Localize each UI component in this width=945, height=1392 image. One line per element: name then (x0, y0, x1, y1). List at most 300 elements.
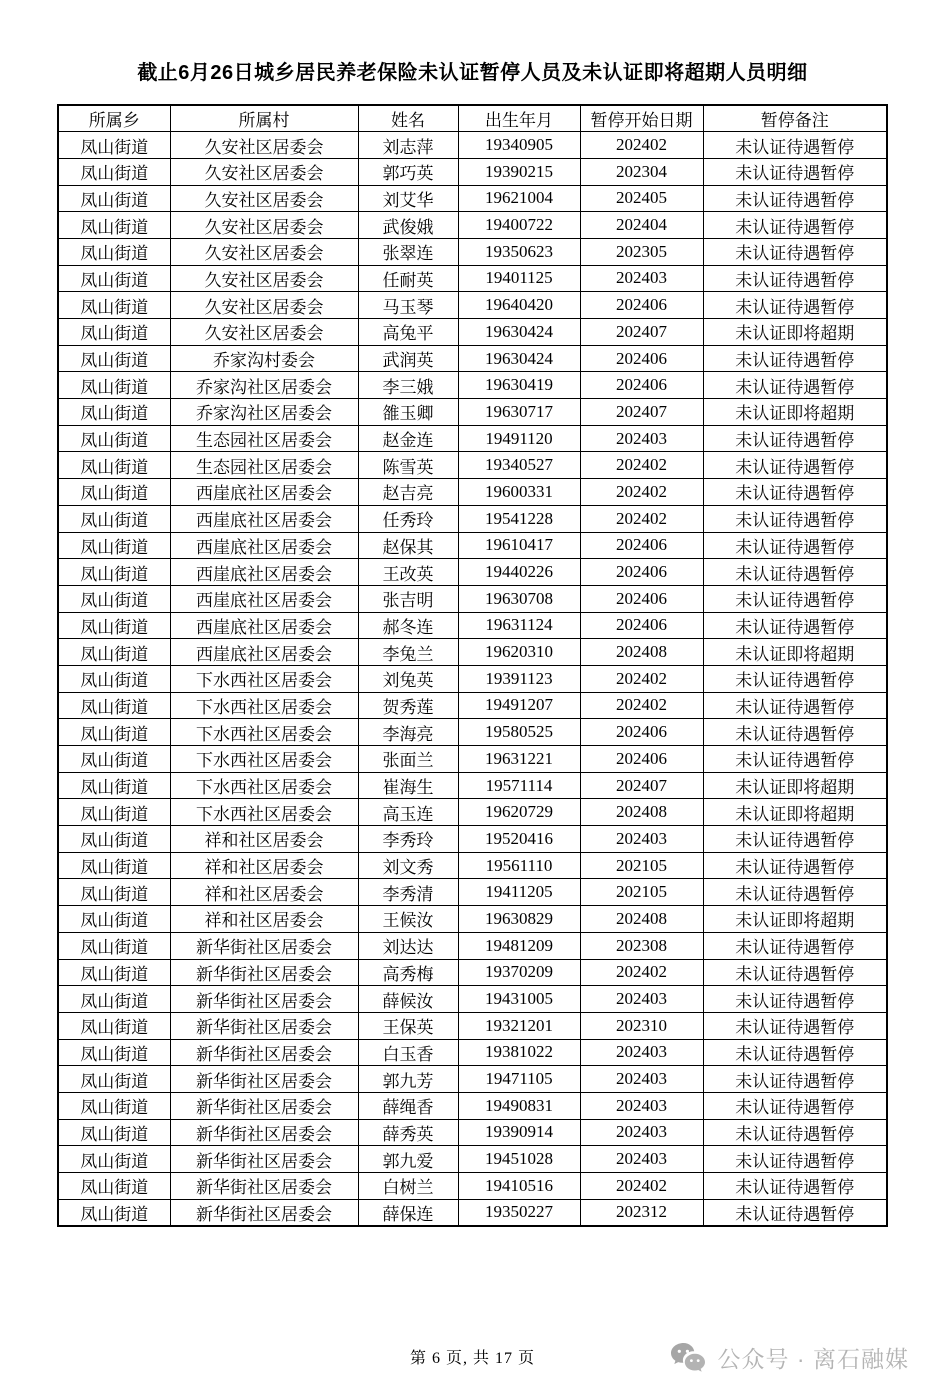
table-row (58, 746, 887, 773)
table-cell: 凤山街道 (58, 532, 170, 559)
table-cell: 19561110 (458, 852, 580, 879)
table-cell: 未认证待遇暂停 (703, 1146, 887, 1173)
table-cell: 202402 (580, 505, 703, 532)
table-cell: 凤山街道 (58, 345, 170, 372)
table-cell: 西崖底社区居委会 (170, 585, 358, 612)
table-cell: 19630708 (458, 585, 580, 612)
table-cell: 凤山街道 (58, 1066, 170, 1093)
table-cell: 新华街社区居委会 (170, 1012, 358, 1039)
table-cell: 雒玉卿 (358, 399, 458, 426)
table-cell: 李秀清 (358, 879, 458, 906)
table-row (58, 986, 887, 1013)
table-cell: 凤山街道 (58, 665, 170, 692)
table-cell: 新华街社区居委会 (170, 932, 358, 959)
table-cell: 未认证即将超期 (703, 319, 887, 346)
table-cell: 马玉琴 (358, 292, 458, 319)
table-cell: 202403 (580, 986, 703, 1013)
table-cell: 202407 (580, 319, 703, 346)
table-cell: 下水西社区居委会 (170, 799, 358, 826)
table-cell: 下水西社区居委会 (170, 746, 358, 773)
column-header-birthdate: 出生年月 (458, 105, 580, 132)
table-cell: 未认证即将超期 (703, 772, 887, 799)
table-cell: 19630424 (458, 319, 580, 346)
table-cell: 郝冬连 (358, 612, 458, 639)
table-cell: 新华街社区居委会 (170, 1092, 358, 1119)
table-cell: 未认证待遇暂停 (703, 425, 887, 452)
table-cell: 西崖底社区居委会 (170, 532, 358, 559)
table-cell: 未认证待遇暂停 (703, 505, 887, 532)
table-cell: 未认证待遇暂停 (703, 185, 887, 212)
table-cell: 202403 (580, 1146, 703, 1173)
table-cell: 19600331 (458, 479, 580, 506)
table-cell: 未认证待遇暂停 (703, 132, 887, 159)
table-cell: 凤山街道 (58, 585, 170, 612)
table-row (58, 238, 887, 265)
table-cell: 凤山街道 (58, 826, 170, 853)
table-cell: 任秀玲 (358, 505, 458, 532)
table-row (58, 1039, 887, 1066)
table-cell: 202406 (580, 719, 703, 746)
table-cell: 未认证待遇暂停 (703, 1119, 887, 1146)
table-cell: 未认证待遇暂停 (703, 372, 887, 399)
table-cell: 生态园社区居委会 (170, 425, 358, 452)
table-cell: 202305 (580, 238, 703, 265)
table-cell: 西崖底社区居委会 (170, 505, 358, 532)
table-cell: 赵保其 (358, 532, 458, 559)
table-cell: 19391123 (458, 665, 580, 692)
table-cell: 202403 (580, 1066, 703, 1093)
table-cell: 新华街社区居委会 (170, 1066, 358, 1093)
table-cell: 西崖底社区居委会 (170, 612, 358, 639)
page-title: 截止6月26日城乡居民养老保险未认证暂停人员及未认证即将超期人员明细 (137, 62, 808, 84)
table-cell: 崔海生 (358, 772, 458, 799)
table-cell: 202406 (580, 345, 703, 372)
table-row (58, 559, 887, 586)
table-cell: 新华街社区居委会 (170, 1119, 358, 1146)
table-cell: 未认证待遇暂停 (703, 265, 887, 292)
table-cell: 202406 (580, 612, 703, 639)
table-cell: 李海亮 (358, 719, 458, 746)
column-header-village: 所属村 (170, 105, 358, 132)
table-cell: 未认证待遇暂停 (703, 158, 887, 185)
column-header-name: 姓名 (358, 105, 458, 132)
table-row (58, 1199, 887, 1226)
table-row (58, 345, 887, 372)
table-cell: 生态园社区居委会 (170, 452, 358, 479)
table-cell: 19410516 (458, 1173, 580, 1200)
table-cell: 19620729 (458, 799, 580, 826)
table-cell: 乔家沟社区居委会 (170, 399, 358, 426)
table-cell: 新华街社区居委会 (170, 1146, 358, 1173)
table-cell: 未认证即将超期 (703, 639, 887, 666)
table-cell: 19350623 (458, 238, 580, 265)
table-cell: 张翠连 (358, 238, 458, 265)
table-cell: 薛秀英 (358, 1119, 458, 1146)
table-row (58, 719, 887, 746)
table-row (58, 959, 887, 986)
table-cell: 202402 (580, 132, 703, 159)
table-cell: 王候汝 (358, 906, 458, 933)
table-row (58, 452, 887, 479)
table-cell: 未认证待遇暂停 (703, 746, 887, 773)
table-cell: 19491207 (458, 692, 580, 719)
table-row (58, 852, 887, 879)
page-indicator: 第 6 页, 共 17 页 (409, 1350, 535, 1367)
table-cell: 白树兰 (358, 1173, 458, 1200)
table-row (58, 1092, 887, 1119)
table-cell: 凤山街道 (58, 719, 170, 746)
table-cell: 刘兔英 (358, 665, 458, 692)
table-cell: 凤山街道 (58, 772, 170, 799)
table-cell: 新华街社区居委会 (170, 1039, 358, 1066)
table-cell: 202402 (580, 1173, 703, 1200)
table-cell: 19621004 (458, 185, 580, 212)
table-cell: 郭九爱 (358, 1146, 458, 1173)
table-cell: 19631221 (458, 746, 580, 773)
table-cell: 未认证待遇暂停 (703, 959, 887, 986)
table-row (58, 532, 887, 559)
table-cell: 未认证待遇暂停 (703, 879, 887, 906)
column-header-suspend-remark: 暂停备注 (703, 105, 887, 132)
table-cell: 张面兰 (358, 746, 458, 773)
table-cell: 凤山街道 (58, 238, 170, 265)
table-cell: 凤山街道 (58, 1173, 170, 1200)
table-cell: 久安社区居委会 (170, 265, 358, 292)
table-row (58, 799, 887, 826)
table-cell: 19340905 (458, 132, 580, 159)
table-row (58, 399, 887, 426)
table-row (58, 932, 887, 959)
table-cell: 乔家沟社区居委会 (170, 372, 358, 399)
table-cell: 薛保连 (358, 1199, 458, 1226)
table-cell: 西崖底社区居委会 (170, 559, 358, 586)
table-cell: 202402 (580, 692, 703, 719)
table-cell: 凤山街道 (58, 319, 170, 346)
table-cell: 202105 (580, 879, 703, 906)
table-cell: 未认证待遇暂停 (703, 559, 887, 586)
table-cell: 陈雪英 (358, 452, 458, 479)
table-row (58, 772, 887, 799)
table-cell: 未认证待遇暂停 (703, 692, 887, 719)
table-cell: 19381022 (458, 1039, 580, 1066)
table-cell: 未认证待遇暂停 (703, 1012, 887, 1039)
table-cell: 久安社区居委会 (170, 238, 358, 265)
table-cell: 久安社区居委会 (170, 132, 358, 159)
table-cell: 未认证待遇暂停 (703, 665, 887, 692)
table-cell: 凤山街道 (58, 1199, 170, 1226)
table-cell: 乔家沟村委会 (170, 345, 358, 372)
table-cell: 凤山街道 (58, 479, 170, 506)
table-cell: 刘志萍 (358, 132, 458, 159)
table-cell: 未认证待遇暂停 (703, 932, 887, 959)
table-cell: 202406 (580, 532, 703, 559)
table-cell: 19451028 (458, 1146, 580, 1173)
table-cell: 未认证即将超期 (703, 399, 887, 426)
table-cell: 202404 (580, 212, 703, 239)
table-cell: 202403 (580, 1039, 703, 1066)
table-cell: 凤山街道 (58, 612, 170, 639)
table-row (58, 1066, 887, 1093)
table-cell: 凤山街道 (58, 265, 170, 292)
table-cell: 久安社区居委会 (170, 185, 358, 212)
table-row (58, 1146, 887, 1173)
table-row (58, 692, 887, 719)
table-cell: 202407 (580, 399, 703, 426)
table-cell: 202408 (580, 639, 703, 666)
table-cell: 凤山街道 (58, 505, 170, 532)
table-cell: 未认证即将超期 (703, 906, 887, 933)
table-cell: 19340527 (458, 452, 580, 479)
table-cell: 202407 (580, 772, 703, 799)
table-cell: 凤山街道 (58, 212, 170, 239)
table-cell: 未认证待遇暂停 (703, 1173, 887, 1200)
table-cell: 祥和社区居委会 (170, 906, 358, 933)
table-cell: 久安社区居委会 (170, 212, 358, 239)
table-cell: 凤山街道 (58, 1092, 170, 1119)
table-cell: 久安社区居委会 (170, 319, 358, 346)
table-cell: 202405 (580, 185, 703, 212)
table-cell: 郭巧英 (358, 158, 458, 185)
table-cell: 未认证待遇暂停 (703, 986, 887, 1013)
table-cell: 19631124 (458, 612, 580, 639)
table-cell: 202403 (580, 1092, 703, 1119)
table-cell: 薛候汝 (358, 986, 458, 1013)
table-cell: 未认证待遇暂停 (703, 585, 887, 612)
table-cell: 202406 (580, 746, 703, 773)
table-cell: 李兔兰 (358, 639, 458, 666)
table-cell: 凤山街道 (58, 1119, 170, 1146)
table-cell: 202406 (580, 559, 703, 586)
table-cell: 新华街社区居委会 (170, 959, 358, 986)
table-row (58, 265, 887, 292)
table-cell: 下水西社区居委会 (170, 772, 358, 799)
table-cell: 未认证待遇暂停 (703, 452, 887, 479)
table-row (58, 826, 887, 853)
table-cell: 202308 (580, 932, 703, 959)
table-cell: 白玉香 (358, 1039, 458, 1066)
table-row (58, 319, 887, 346)
table-cell: 刘文秀 (358, 852, 458, 879)
table-row (58, 1173, 887, 1200)
table-row (58, 639, 887, 666)
table-cell: 薛绳香 (358, 1092, 458, 1119)
table-row (58, 1119, 887, 1146)
table-cell: 未认证待遇暂停 (703, 292, 887, 319)
table-cell: 凤山街道 (58, 292, 170, 319)
table-cell: 202406 (580, 372, 703, 399)
table-cell: 下水西社区居委会 (170, 692, 358, 719)
table-cell: 202406 (580, 585, 703, 612)
table-row (58, 212, 887, 239)
table-cell: 19520416 (458, 826, 580, 853)
table-cell: 未认证待遇暂停 (703, 1199, 887, 1226)
table-cell: 202402 (580, 959, 703, 986)
table-cell: 19620310 (458, 639, 580, 666)
table-cell: 19630829 (458, 906, 580, 933)
table-row (58, 879, 887, 906)
table-cell: 西崖底社区居委会 (170, 479, 358, 506)
table-cell: 凤山街道 (58, 452, 170, 479)
table-cell: 19440226 (458, 559, 580, 586)
table-cell: 赵金连 (358, 425, 458, 452)
table-row (58, 292, 887, 319)
table-cell: 凤山街道 (58, 1146, 170, 1173)
table-cell: 202403 (580, 1119, 703, 1146)
table-cell: 未认证待遇暂停 (703, 1039, 887, 1066)
table-cell: 新华街社区居委会 (170, 986, 358, 1013)
column-header-suspend-start: 暂停开始日期 (580, 105, 703, 132)
table-row (58, 372, 887, 399)
table-cell: 武润英 (358, 345, 458, 372)
watermark-label: 公众号 · 离石融媒 (717, 1346, 909, 1372)
table-cell: 贺秀莲 (358, 692, 458, 719)
table-cell: 202402 (580, 665, 703, 692)
table-cell: 下水西社区居委会 (170, 719, 358, 746)
table-cell: 刘艾华 (358, 185, 458, 212)
table-cell: 任耐英 (358, 265, 458, 292)
table-cell: 凤山街道 (58, 372, 170, 399)
table-cell: 西崖底社区居委会 (170, 639, 358, 666)
table-row (58, 612, 887, 639)
table-cell: 202406 (580, 292, 703, 319)
column-header-township: 所属乡 (58, 105, 170, 132)
table-cell: 19571114 (458, 772, 580, 799)
table-cell: 19491120 (458, 425, 580, 452)
table-cell: 凤山街道 (58, 879, 170, 906)
table-row (58, 906, 887, 933)
table-cell: 202310 (580, 1012, 703, 1039)
table-cell: 19390215 (458, 158, 580, 185)
table-cell: 李秀玲 (358, 826, 458, 853)
table-cell: 19481209 (458, 932, 580, 959)
table-cell: 凤山街道 (58, 158, 170, 185)
table-cell: 202312 (580, 1199, 703, 1226)
table-cell: 凤山街道 (58, 906, 170, 933)
table-cell: 19471105 (458, 1066, 580, 1093)
table-cell: 202105 (580, 852, 703, 879)
table-cell: 19640420 (458, 292, 580, 319)
table-cell: 凤山街道 (58, 852, 170, 879)
table-cell: 祥和社区居委会 (170, 852, 358, 879)
table-cell: 高秀梅 (358, 959, 458, 986)
table-cell: 19610417 (458, 532, 580, 559)
table-cell: 凤山街道 (58, 425, 170, 452)
table-cell: 19490831 (458, 1092, 580, 1119)
table-cell: 未认证待遇暂停 (703, 479, 887, 506)
table-cell: 李三娥 (358, 372, 458, 399)
table-cell: 郭九芳 (358, 1066, 458, 1093)
table-cell: 202403 (580, 826, 703, 853)
table-cell: 高玉连 (358, 799, 458, 826)
table-cell: 祥和社区居委会 (170, 879, 358, 906)
table-cell: 未认证待遇暂停 (703, 212, 887, 239)
watermark (670, 1341, 909, 1374)
table-cell: 凤山街道 (58, 185, 170, 212)
table-cell: 19580525 (458, 719, 580, 746)
table-cell: 202402 (580, 479, 703, 506)
table-cell: 19400722 (458, 212, 580, 239)
table-cell: 19630424 (458, 345, 580, 372)
table-cell: 高兔平 (358, 319, 458, 346)
table-cell: 凤山街道 (58, 639, 170, 666)
table-cell: 凤山街道 (58, 959, 170, 986)
table-cell: 凤山街道 (58, 746, 170, 773)
table-cell: 19401125 (458, 265, 580, 292)
table-cell: 祥和社区居委会 (170, 826, 358, 853)
table-cell: 未认证待遇暂停 (703, 719, 887, 746)
table-cell: 202402 (580, 452, 703, 479)
table-cell: 19630419 (458, 372, 580, 399)
table-cell: 19321201 (458, 1012, 580, 1039)
table-row (58, 1012, 887, 1039)
table-cell: 武俊娥 (358, 212, 458, 239)
table-cell: 凤山街道 (58, 932, 170, 959)
table-cell: 19541228 (458, 505, 580, 532)
table-cell: 凤山街道 (58, 1012, 170, 1039)
table-cell: 202408 (580, 906, 703, 933)
table-cell: 凤山街道 (58, 399, 170, 426)
table-cell: 久安社区居委会 (170, 292, 358, 319)
table-cell: 未认证待遇暂停 (703, 1066, 887, 1093)
table-cell: 未认证待遇暂停 (703, 238, 887, 265)
table-cell: 19630717 (458, 399, 580, 426)
table-header-row (58, 105, 887, 132)
table-cell: 王改英 (358, 559, 458, 586)
table-cell: 202403 (580, 425, 703, 452)
suspension-roster-table (57, 104, 888, 1227)
table-cell: 202304 (580, 158, 703, 185)
table-cell: 凤山街道 (58, 559, 170, 586)
table-row (58, 665, 887, 692)
table-row (58, 185, 887, 212)
table-row (58, 158, 887, 185)
table-row (58, 505, 887, 532)
table-cell: 19390914 (458, 1119, 580, 1146)
table-row (58, 425, 887, 452)
table-cell: 19350227 (458, 1199, 580, 1226)
table-cell: 202408 (580, 799, 703, 826)
table-cell: 未认证待遇暂停 (703, 612, 887, 639)
table-cell: 19431005 (458, 986, 580, 1013)
table-cell: 未认证待遇暂停 (703, 532, 887, 559)
table-cell: 凤山街道 (58, 799, 170, 826)
table-cell: 凤山街道 (58, 132, 170, 159)
table-cell: 未认证待遇暂停 (703, 1092, 887, 1119)
table-cell: 202403 (580, 265, 703, 292)
table-cell: 新华街社区居委会 (170, 1173, 358, 1200)
table-cell: 刘达达 (358, 932, 458, 959)
table-row (58, 585, 887, 612)
table-cell: 未认证即将超期 (703, 799, 887, 826)
table-row (58, 479, 887, 506)
table-cell: 19370209 (458, 959, 580, 986)
wechat-icon (670, 1342, 706, 1374)
table-cell: 久安社区居委会 (170, 158, 358, 185)
table-cell: 凤山街道 (58, 692, 170, 719)
table-cell: 下水西社区居委会 (170, 665, 358, 692)
table-row (58, 132, 887, 159)
table-cell: 未认证待遇暂停 (703, 826, 887, 853)
table-cell: 王保英 (358, 1012, 458, 1039)
table-cell: 未认证待遇暂停 (703, 852, 887, 879)
table-cell: 张吉明 (358, 585, 458, 612)
table-cell: 赵吉亮 (358, 479, 458, 506)
table-body (58, 132, 887, 1226)
table-cell: 未认证待遇暂停 (703, 345, 887, 372)
table-cell: 19411205 (458, 879, 580, 906)
table-cell: 新华街社区居委会 (170, 1199, 358, 1226)
table-cell: 凤山街道 (58, 986, 170, 1013)
